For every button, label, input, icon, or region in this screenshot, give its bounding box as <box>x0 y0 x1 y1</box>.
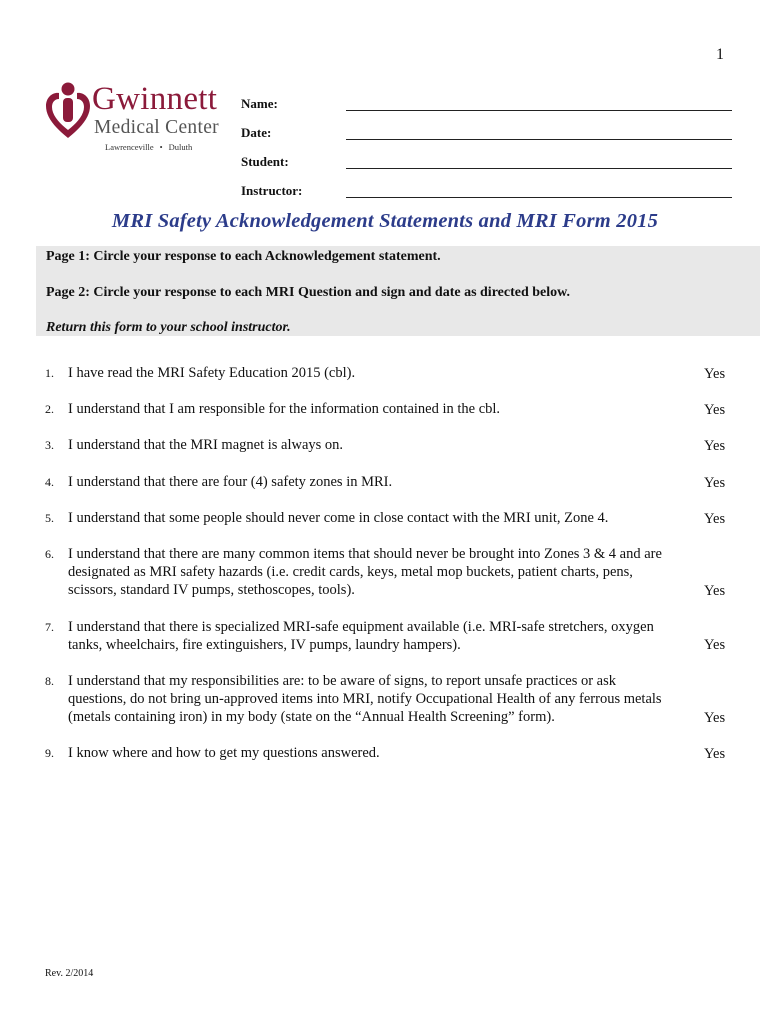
statement-text <box>68 618 698 654</box>
student-label: Student: <box>241 154 289 169</box>
date-field[interactable] <box>346 139 732 140</box>
statement-number: 9. <box>45 746 54 760</box>
instruction-return: Return this form to your school instructor. <box>46 320 291 335</box>
logo-location-separator: • <box>159 142 163 152</box>
instruction-page1: Page 1: Circle your response to each Acknowledgement statement. <box>46 249 441 264</box>
form-title: MRI Safety Acknowledgement Statements and MRI Form 2015 <box>111 210 659 232</box>
logo-name: Gwinnett <box>92 81 218 117</box>
page-number: 1 <box>716 46 724 63</box>
statement-line: (metals containing iron) in my body (state on the “Annual Health Screening” form). <box>68 709 555 725</box>
instruction-page2: Page 2: Circle your response to each MRI Question and sign and date as directed below. <box>46 285 570 300</box>
statement-line: I know where and how to get my questions answered. <box>68 745 380 761</box>
statement-text <box>68 744 698 762</box>
statement-line: I understand that there are many common items that should never be brought into Zones 3 & 4 and are <box>68 546 662 562</box>
logo-subtitle: Medical Center <box>94 117 219 138</box>
logo-heart-icon <box>44 80 92 142</box>
yes-response[interactable]: Yes <box>704 366 726 382</box>
statement-text <box>68 672 698 726</box>
statement-number: 2. <box>45 402 54 416</box>
yes-response[interactable]: Yes <box>704 402 726 418</box>
statement-text <box>68 509 698 527</box>
statement-text <box>68 545 698 599</box>
statement-number: 4. <box>45 475 54 489</box>
yes-response[interactable]: Yes <box>704 438 726 454</box>
statement-number: 3. <box>45 438 54 452</box>
statement-number: 8. <box>45 674 54 688</box>
date-label: Date: <box>241 125 272 140</box>
student-field[interactable] <box>346 168 732 169</box>
statement-number: 5. <box>45 511 54 525</box>
statement-text <box>68 473 698 491</box>
yes-response[interactable]: Yes <box>704 637 726 653</box>
instructor-label: Instructor: <box>241 183 303 198</box>
statement-number: 6. <box>45 547 54 561</box>
instructions-box <box>36 246 760 336</box>
yes-response[interactable]: Yes <box>704 583 726 599</box>
logo-locations <box>105 142 192 152</box>
logo-location-2: Duluth <box>168 142 193 152</box>
instructor-field[interactable] <box>346 197 732 198</box>
statement-line: I understand that I am responsible for the information contained in the cbl. <box>68 401 501 417</box>
statement-line: I understand that there are four (4) safety zones in MRI. <box>68 474 393 490</box>
logo-location-1: Lawrenceville <box>105 142 154 152</box>
statement-text <box>68 436 698 454</box>
yes-response[interactable]: Yes <box>704 475 726 491</box>
statement-line: designated as MRI safety hazards (i.e. credit cards, keys, metal mop buckets, patient charts, pens, <box>68 564 633 580</box>
statement-number: 7. <box>45 620 54 634</box>
statement-line: I understand that there is specialized MRI-safe equipment available (i.e. MRI-safe stretchers, oxygen <box>68 619 654 635</box>
statement-text <box>68 364 698 382</box>
statement-line: tanks, wheelchairs, fire extinguishers, IV pumps, laundry hampers). <box>68 637 461 653</box>
logo <box>44 80 244 160</box>
revision-footer: Rev. 2/2014 <box>45 968 94 979</box>
yes-response[interactable]: Yes <box>704 511 726 527</box>
statement-text <box>68 400 698 418</box>
yes-response[interactable]: Yes <box>704 746 726 762</box>
statement-line: I have read the MRI Safety Education 2015 (cbl). <box>68 365 356 381</box>
statement-line: I understand that my responsibilities are: to be aware of signs, to report unsafe practices or ask <box>68 673 617 689</box>
statement-line: I understand that the MRI magnet is always on. <box>68 437 344 453</box>
yes-response[interactable]: Yes <box>704 710 726 726</box>
statement-line: questions, do not bring un-approved items into MRI, notify Occupational Health of any ferrous metals <box>68 691 662 707</box>
statement-number: 1. <box>45 366 54 380</box>
statement-line: I understand that some people should never come in close contact with the MRI unit, Zone 4. <box>68 510 609 526</box>
name-field[interactable] <box>346 110 732 111</box>
name-label: Name: <box>241 96 278 111</box>
statement-line: scissors, standard IV pumps, stethoscopes, tools). <box>68 582 355 598</box>
